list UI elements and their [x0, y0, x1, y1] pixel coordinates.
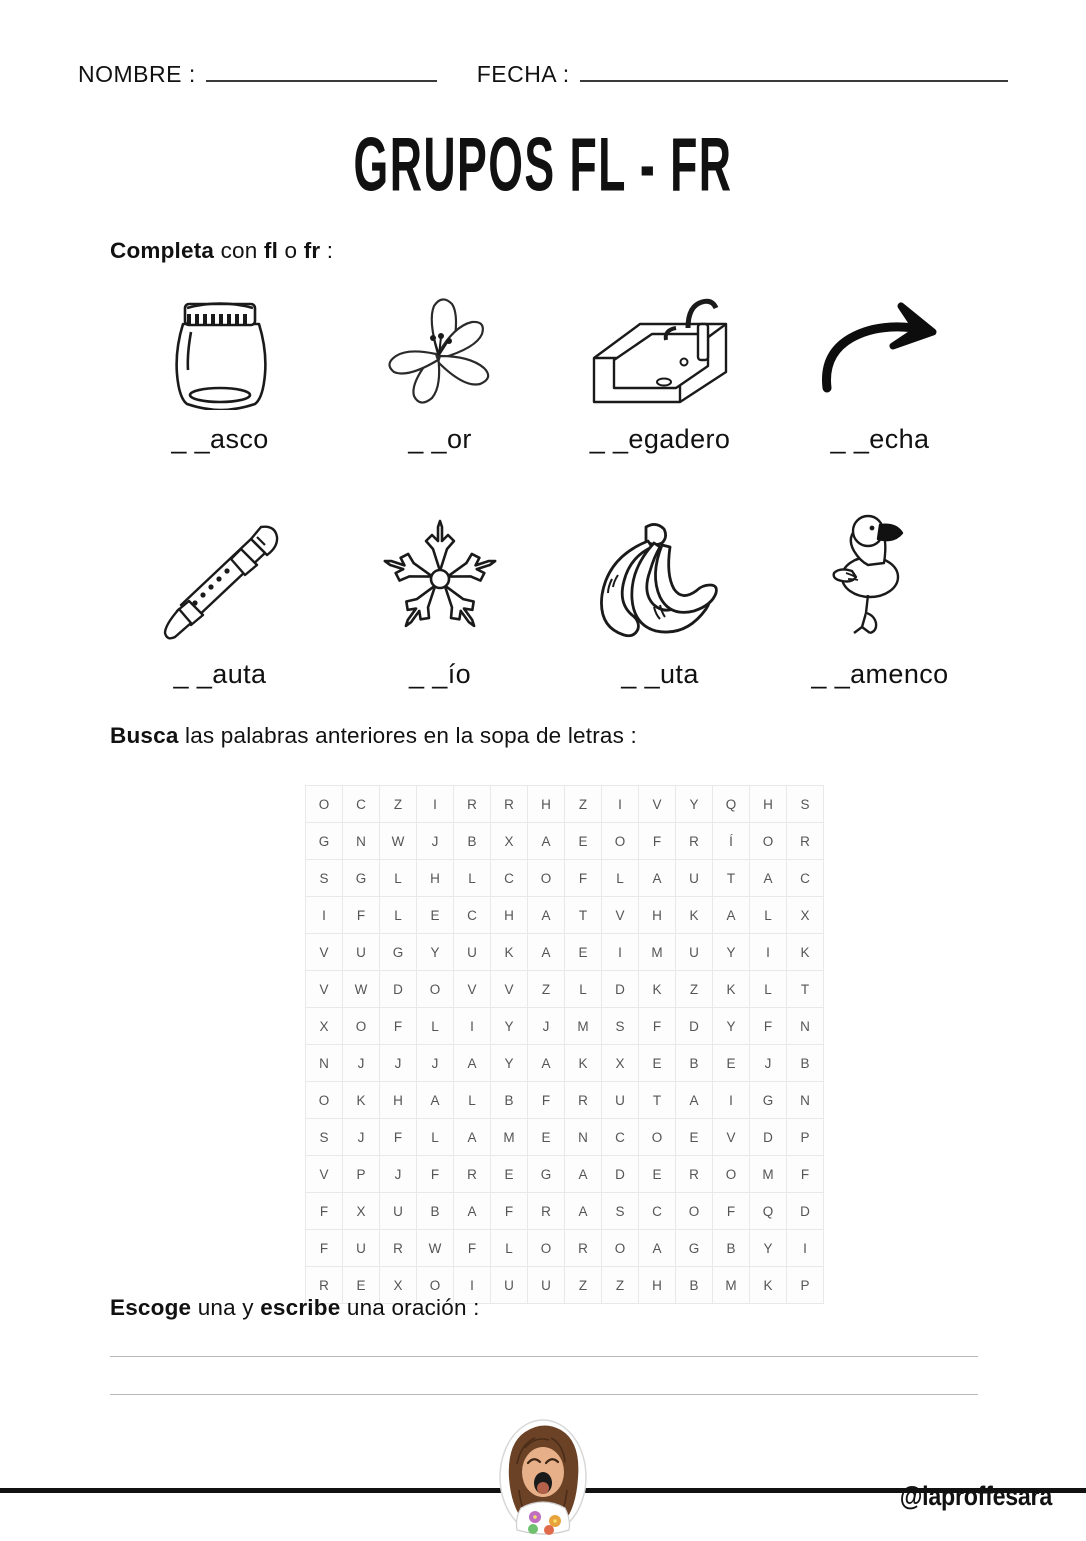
word-search-cell[interactable]: Z	[676, 971, 713, 1008]
flamingo-icon	[824, 505, 936, 645]
instruction-escoge	[110, 1295, 480, 1321]
word-search-cell[interactable]: O	[750, 823, 787, 860]
word-search-cell[interactable]: U	[380, 1193, 417, 1230]
name-input-line[interactable]	[206, 58, 437, 82]
word-search-cell[interactable]: A	[565, 1156, 602, 1193]
word-search-cell[interactable]: U	[491, 1267, 528, 1304]
word-search-cell[interactable]: A	[454, 1045, 491, 1082]
word-search-cell[interactable]: A	[565, 1193, 602, 1230]
word-search-cell[interactable]: I	[602, 934, 639, 971]
word-search-cell[interactable]: G	[528, 1156, 565, 1193]
word-search-cell[interactable]: Z	[565, 1267, 602, 1304]
word-search-cell[interactable]: A	[454, 1119, 491, 1156]
word-search-cell[interactable]: R	[306, 1267, 343, 1304]
word-search-cell[interactable]: A	[454, 1193, 491, 1230]
jar-icon	[161, 280, 279, 410]
word-search-cell[interactable]: U	[676, 934, 713, 971]
picture-word-fruta: _ _uta	[621, 659, 699, 689]
word-search-cell[interactable]: R	[565, 1082, 602, 1119]
word-search-cell[interactable]: K	[676, 897, 713, 934]
word-search-cell[interactable]: D	[787, 1193, 824, 1230]
instruction-escoge-mid: una y	[191, 1295, 261, 1320]
word-search-row	[306, 860, 824, 897]
word-search-cell[interactable]: O	[417, 1267, 454, 1304]
picture-item-flor	[340, 280, 540, 455]
word-search-row	[306, 1119, 824, 1156]
word-search-cell[interactable]: P	[343, 1156, 380, 1193]
word-search-cell[interactable]: C	[454, 897, 491, 934]
word-search-cell[interactable]: A	[639, 860, 676, 897]
date-input-line[interactable]	[580, 58, 1008, 82]
word-search-cell[interactable]: J	[343, 1119, 380, 1156]
word-search-cell[interactable]: A	[713, 897, 750, 934]
word-search-row	[306, 1008, 824, 1045]
word-search-cell[interactable]: B	[676, 1267, 713, 1304]
word-search-cell[interactable]: R	[491, 786, 528, 823]
instruction-completa-text: con	[214, 238, 264, 263]
word-search-cell[interactable]: V	[491, 971, 528, 1008]
word-search-cell[interactable]: O	[602, 1230, 639, 1267]
word-search-cell[interactable]: R	[565, 1230, 602, 1267]
word-search-cell[interactable]: K	[750, 1267, 787, 1304]
word-search-row	[306, 934, 824, 971]
word-search-cell[interactable]: U	[454, 934, 491, 971]
word-search-cell[interactable]: Y	[713, 1008, 750, 1045]
word-search-cell[interactable]: C	[602, 1119, 639, 1156]
word-search-cell[interactable]: G	[750, 1082, 787, 1119]
arrow-icon	[805, 280, 955, 410]
word-search-cell[interactable]: E	[565, 934, 602, 971]
word-search-cell[interactable]: F	[528, 1082, 565, 1119]
word-search-cell[interactable]: V	[306, 971, 343, 1008]
word-search-cell[interactable]: D	[602, 1156, 639, 1193]
teacher-avatar	[497, 1418, 589, 1536]
word-search-cell[interactable]: Y	[750, 1230, 787, 1267]
word-search-cell[interactable]: C	[491, 860, 528, 897]
recorder-icon	[145, 505, 295, 645]
instruction-fl: fl	[263, 238, 279, 263]
word-search-cell[interactable]: C	[343, 786, 380, 823]
word-search-cell[interactable]: I	[787, 1230, 824, 1267]
word-search-cell[interactable]: S	[306, 860, 343, 897]
word-search-cell[interactable]: B	[787, 1045, 824, 1082]
word-search-cell[interactable]: E	[417, 897, 454, 934]
word-search-cell[interactable]: E	[639, 1045, 676, 1082]
word-search-cell[interactable]: J	[380, 1045, 417, 1082]
word-search-cell[interactable]: U	[343, 934, 380, 971]
student-info-row	[78, 58, 1008, 98]
word-search-cell[interactable]: X	[306, 1008, 343, 1045]
word-search-cell[interactable]: R	[676, 1156, 713, 1193]
word-search-cell[interactable]: I	[306, 897, 343, 934]
flower-icon	[376, 280, 504, 410]
word-search-cell[interactable]: G	[343, 860, 380, 897]
instruction-escribe-keyword: escribe	[260, 1295, 341, 1320]
word-search-cell[interactable]: D	[676, 1008, 713, 1045]
word-search-cell[interactable]: R	[454, 1156, 491, 1193]
word-search-cell[interactable]: Í	[713, 823, 750, 860]
word-search-cell[interactable]: E	[639, 1156, 676, 1193]
word-search-cell[interactable]: J	[528, 1008, 565, 1045]
word-search-cell[interactable]: V	[306, 1156, 343, 1193]
word-search-cell[interactable]: M	[750, 1156, 787, 1193]
answer-line-1[interactable]	[110, 1355, 978, 1357]
word-search-cell[interactable]: L	[750, 897, 787, 934]
word-search-cell[interactable]: B	[676, 1045, 713, 1082]
word-search-cell[interactable]: A	[417, 1082, 454, 1119]
word-search-cell[interactable]: Y	[417, 934, 454, 971]
word-search-cell[interactable]: J	[750, 1045, 787, 1082]
word-search-cell[interactable]: H	[417, 860, 454, 897]
word-search-cell[interactable]: L	[602, 860, 639, 897]
word-search-cell[interactable]: H	[639, 1267, 676, 1304]
word-search-cell[interactable]: F	[417, 1156, 454, 1193]
word-search-cell[interactable]: B	[713, 1230, 750, 1267]
word-search-cell[interactable]: Q	[750, 1193, 787, 1230]
word-search-cell[interactable]: K	[491, 934, 528, 971]
word-search-row	[306, 786, 824, 823]
word-search-cell[interactable]: S	[787, 786, 824, 823]
word-search-cell[interactable]: O	[602, 823, 639, 860]
word-search-cell[interactable]: K	[787, 934, 824, 971]
word-search-row	[306, 1082, 824, 1119]
word-search-cell[interactable]: L	[454, 1082, 491, 1119]
word-search-cell[interactable]: N	[306, 1045, 343, 1082]
word-search-cell[interactable]: H	[750, 786, 787, 823]
word-search-cell[interactable]: Z	[565, 786, 602, 823]
word-search-cell[interactable]: B	[417, 1193, 454, 1230]
word-search-cell[interactable]: M	[713, 1267, 750, 1304]
word-search-cell[interactable]: H	[380, 1082, 417, 1119]
picture-item-frio	[340, 505, 540, 690]
footer-handle: @laproffesara	[899, 1481, 1052, 1511]
word-search-cell[interactable]: E	[713, 1045, 750, 1082]
instruction-completa	[110, 238, 333, 264]
instruction-busca-text: las palabras anteriores en la sopa de letras :	[178, 723, 637, 748]
instruction-busca	[110, 723, 637, 749]
word-search-cell[interactable]: J	[380, 1156, 417, 1193]
word-search-cell[interactable]: F	[491, 1193, 528, 1230]
word-search-cell[interactable]: F	[750, 1008, 787, 1045]
word-search-cell[interactable]: I	[713, 1082, 750, 1119]
word-search-cell[interactable]: E	[676, 1119, 713, 1156]
word-search-cell[interactable]: W	[380, 823, 417, 860]
word-search-cell[interactable]: K	[713, 971, 750, 1008]
picture-word-flor: _ _or	[408, 424, 472, 454]
picture-word-frasco: _ _asco	[171, 424, 269, 454]
word-search-cell[interactable]: D	[750, 1119, 787, 1156]
word-search-cell[interactable]: F	[787, 1156, 824, 1193]
word-search-row	[306, 1193, 824, 1230]
picture-word-frio: _ _ío	[408, 659, 472, 689]
word-search-cell[interactable]: N	[787, 1082, 824, 1119]
word-search-cell[interactable]: L	[491, 1230, 528, 1267]
word-search-cell[interactable]: E	[565, 823, 602, 860]
bananas-icon	[582, 505, 738, 645]
word-search-cell[interactable]: L	[380, 897, 417, 934]
word-search-cell[interactable]: F	[306, 1230, 343, 1267]
word-search-cell[interactable]: E	[491, 1156, 528, 1193]
word-search-cell[interactable]: A	[528, 823, 565, 860]
word-search-cell[interactable]: O	[417, 971, 454, 1008]
word-search-cell[interactable]: I	[454, 1008, 491, 1045]
word-search-cell[interactable]: X	[491, 823, 528, 860]
picture-word-flecha: _ _echa	[830, 424, 930, 454]
picture-row-1	[120, 280, 980, 455]
word-search-cell[interactable]: Y	[491, 1045, 528, 1082]
word-search-cell[interactable]: L	[380, 860, 417, 897]
word-search-cell[interactable]: H	[639, 897, 676, 934]
date-label: FECHA :	[476, 61, 570, 87]
word-search-cell[interactable]: F	[306, 1193, 343, 1230]
word-search-cell[interactable]: T	[565, 897, 602, 934]
word-search-cell[interactable]: Q	[713, 786, 750, 823]
word-search-cell[interactable]: K	[639, 971, 676, 1008]
word-search-cell[interactable]: L	[417, 1008, 454, 1045]
word-search-cell[interactable]: Y	[491, 1008, 528, 1045]
word-search-cell[interactable]: T	[639, 1082, 676, 1119]
picture-item-fregadero	[560, 280, 760, 455]
word-search-cell[interactable]: I	[602, 786, 639, 823]
word-search-cell[interactable]: L	[565, 971, 602, 1008]
word-search-cell[interactable]: G	[306, 823, 343, 860]
word-search-cell[interactable]: X	[343, 1193, 380, 1230]
instruction-or: o	[278, 238, 304, 263]
word-search-cell[interactable]: F	[343, 897, 380, 934]
instruction-fr: fr	[303, 238, 321, 263]
instruction-escoge-keyword: Escoge	[110, 1295, 192, 1320]
picture-item-flauta	[120, 505, 320, 690]
word-search-cell[interactable]: V	[602, 897, 639, 934]
word-search-cell[interactable]: J	[343, 1045, 380, 1082]
word-search-cell[interactable]: U	[602, 1082, 639, 1119]
word-search-cell[interactable]: D	[380, 971, 417, 1008]
word-search-cell[interactable]: O	[676, 1193, 713, 1230]
word-search-cell[interactable]: C	[787, 860, 824, 897]
word-search-cell[interactable]: T	[787, 971, 824, 1008]
word-search-cell[interactable]: A	[528, 1045, 565, 1082]
picture-word-flauta: _ _auta	[173, 659, 267, 689]
word-search-row	[306, 1045, 824, 1082]
word-search-cell[interactable]: H	[528, 786, 565, 823]
word-search-cell[interactable]: X	[602, 1045, 639, 1082]
answer-line-2[interactable]	[110, 1393, 978, 1395]
word-search-cell[interactable]: O	[528, 860, 565, 897]
word-search-cell[interactable]: D	[602, 971, 639, 1008]
word-search-cell[interactable]: K	[343, 1082, 380, 1119]
instruction-busca-keyword: Busca	[110, 723, 179, 748]
picture-row-2	[120, 505, 980, 690]
word-search-cell[interactable]: F	[565, 860, 602, 897]
word-search-cell[interactable]: V	[454, 971, 491, 1008]
word-search-cell[interactable]: B	[454, 823, 491, 860]
word-search-cell[interactable]: W	[343, 971, 380, 1008]
word-search-cell[interactable]: O	[306, 786, 343, 823]
word-search-cell[interactable]: O	[343, 1008, 380, 1045]
word-search-cell[interactable]: G	[676, 1230, 713, 1267]
word-search-cell[interactable]: K	[565, 1045, 602, 1082]
word-search-cell[interactable]: V	[306, 934, 343, 971]
word-search-cell[interactable]: A	[676, 1082, 713, 1119]
word-search-cell[interactable]: Y	[676, 786, 713, 823]
word-search-row	[306, 1230, 824, 1267]
word-search-cell[interactable]: X	[380, 1267, 417, 1304]
word-search-cell[interactable]: S	[602, 1193, 639, 1230]
word-search-cell[interactable]: Y	[713, 934, 750, 971]
word-search-cell[interactable]: W	[417, 1230, 454, 1267]
word-search-cell[interactable]: F	[380, 1119, 417, 1156]
word-search-cell[interactable]: F	[713, 1193, 750, 1230]
word-search-cell[interactable]: I	[750, 934, 787, 971]
word-search-cell[interactable]: I	[417, 786, 454, 823]
word-search-cell[interactable]: S	[306, 1119, 343, 1156]
word-search-cell[interactable]: Z	[602, 1267, 639, 1304]
word-search-cell[interactable]: A	[639, 1230, 676, 1267]
word-search-row	[306, 823, 824, 860]
word-search-cell[interactable]: U	[676, 860, 713, 897]
word-search-cell[interactable]: L	[417, 1119, 454, 1156]
word-search-cell[interactable]: N	[787, 1008, 824, 1045]
picture-item-frasco	[120, 280, 320, 455]
word-search-grid[interactable]	[305, 785, 824, 1304]
snowflake-icon	[377, 505, 503, 645]
picture-word-flamenco: _ _amenco	[811, 659, 949, 689]
word-search-cell[interactable]: F	[639, 823, 676, 860]
page-title: GRUPOS FL - FR	[353, 123, 733, 208]
word-search-cell[interactable]: E	[528, 1119, 565, 1156]
word-search-cell[interactable]: P	[787, 1119, 824, 1156]
word-search-cell[interactable]: J	[417, 823, 454, 860]
word-search-cell[interactable]: O	[713, 1156, 750, 1193]
word-search-row	[306, 1156, 824, 1193]
word-search-cell[interactable]: R	[528, 1193, 565, 1230]
word-search-body	[306, 786, 824, 1304]
picture-item-flecha	[780, 280, 980, 455]
word-search-cell[interactable]: B	[491, 1082, 528, 1119]
word-search-cell[interactable]: I	[454, 1267, 491, 1304]
word-search-cell[interactable]: F	[454, 1230, 491, 1267]
word-search-cell[interactable]: F	[380, 1008, 417, 1045]
word-search-row	[306, 971, 824, 1008]
word-search-row	[306, 897, 824, 934]
word-search-cell[interactable]: T	[713, 860, 750, 897]
word-search-cell[interactable]: L	[454, 860, 491, 897]
word-search-cell[interactable]: G	[380, 934, 417, 971]
word-search-cell[interactable]: Z	[380, 786, 417, 823]
word-search-cell[interactable]: J	[417, 1045, 454, 1082]
word-search-cell[interactable]: Z	[528, 971, 565, 1008]
word-search-cell[interactable]: L	[750, 971, 787, 1008]
word-search-cell[interactable]: R	[380, 1230, 417, 1267]
word-search-cell[interactable]: O	[306, 1082, 343, 1119]
name-label: NOMBRE :	[78, 61, 196, 87]
word-search-cell[interactable]: P	[787, 1267, 824, 1304]
word-search-cell[interactable]: N	[343, 823, 380, 860]
word-search-cell[interactable]: O	[639, 1119, 676, 1156]
word-search-cell[interactable]: A	[528, 934, 565, 971]
word-search-cell[interactable]: H	[491, 897, 528, 934]
picture-word-fregadero: _ _egadero	[589, 424, 731, 454]
word-search-cell[interactable]: R	[787, 823, 824, 860]
word-search-cell[interactable]: U	[528, 1267, 565, 1304]
word-search-cell[interactable]: X	[787, 897, 824, 934]
instruction-escoge-end: una oración :	[340, 1295, 480, 1320]
word-search-cell[interactable]: M	[639, 934, 676, 971]
picture-item-flamenco	[780, 505, 980, 690]
word-search-cell[interactable]: A	[750, 860, 787, 897]
word-search-cell[interactable]: S	[602, 1008, 639, 1045]
word-search-cell[interactable]: M	[565, 1008, 602, 1045]
word-search-cell[interactable]: A	[528, 897, 565, 934]
word-search-cell[interactable]: M	[491, 1119, 528, 1156]
word-search-cell[interactable]: R	[454, 786, 491, 823]
instruction-completa-keyword: Completa	[110, 238, 215, 263]
word-search-cell[interactable]: E	[343, 1267, 380, 1304]
word-search-cell[interactable]: R	[676, 823, 713, 860]
word-search-cell[interactable]: V	[639, 786, 676, 823]
word-search-cell[interactable]: O	[528, 1230, 565, 1267]
word-search-cell[interactable]: V	[713, 1119, 750, 1156]
word-search-cell[interactable]: N	[565, 1119, 602, 1156]
word-search-cell[interactable]: U	[343, 1230, 380, 1267]
instruction-colon: :	[320, 238, 334, 263]
word-search-cell[interactable]: F	[639, 1008, 676, 1045]
sink-icon	[580, 280, 740, 410]
word-search-cell[interactable]: C	[639, 1193, 676, 1230]
picture-item-fruta	[560, 505, 760, 690]
